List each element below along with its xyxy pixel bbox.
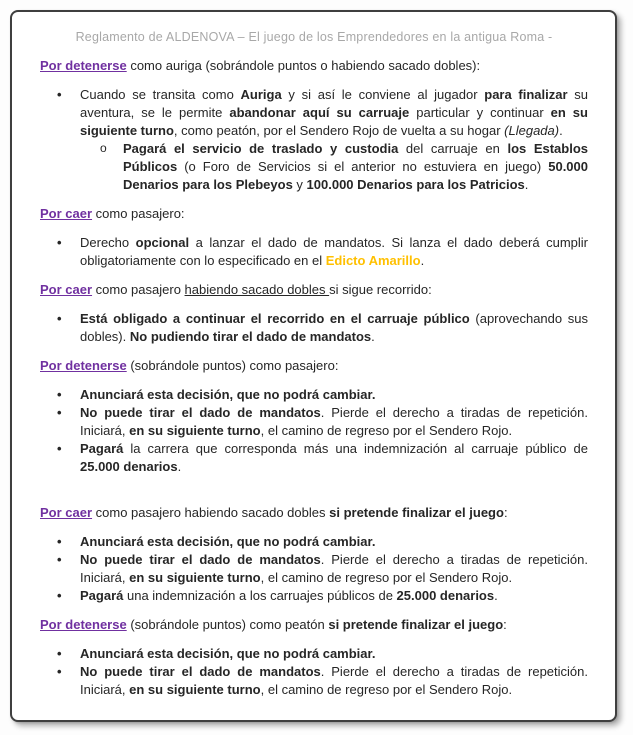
text-run: habiendo sacado dobles [184,282,330,297]
text-run: abandonar aquí su carruaje [229,105,410,120]
text-run: (aprovechando sus dobles). [80,311,589,344]
text-run: . Pierde el derecho a tiradas de repetición. Iniciará, [80,664,588,697]
list-item [40,310,588,346]
text-run: la carrera que corresponda más una indemnización al carruaje público de [123,441,588,456]
text-run: . Pierde el derecho a tiradas de repetición. Iniciará, [80,405,588,438]
text-run: su aventura, se le permite [80,87,588,120]
list-item [40,86,588,140]
text-run: Anunciará esta decisión, que no podrá cambiar. [80,534,376,549]
text-run: como pasajero [92,282,185,297]
text-run: 25.000 denarios [80,459,178,474]
text-run: No puede tirar el dado de mandatos [80,664,321,679]
text-run: , como peatón, por el Sendero Rojo de vuelta a su hogar [173,123,505,138]
text-run: una indemnización a los carruajes públicos de [123,588,397,603]
bullet-icon: • [57,588,62,603]
text-run: 50.000 Denarios para los Plebeyos [123,159,588,192]
list-item [40,440,588,476]
bullet-list [40,386,588,476]
text-run: y [292,177,307,192]
section-heading [40,616,588,634]
text-run: si sigue recorrido: [329,282,432,297]
text-run: (sobrándole puntos) como pasajero: [126,358,339,373]
text-run: (Llegada) [504,123,560,138]
section-heading [40,57,588,75]
text-run: si pretende finalizar el juego [329,505,504,520]
section-heading [40,504,588,522]
section-heading [40,205,588,223]
bullet-icon: • [57,534,62,549]
text-run: : [503,617,507,632]
bullet-icon: • [57,87,62,102]
text-run: . [524,177,529,192]
text-run: . [371,329,375,344]
bullet-list [40,234,588,270]
text-run: Edicto Amarillo [325,253,421,268]
text-run: opcional [135,235,190,250]
text-run: , el camino de regreso por el Sendero Rojo. [260,682,513,697]
list-item [40,404,588,440]
text-run: : [503,505,508,520]
list-item [40,663,588,699]
document-page [10,10,617,722]
bullet-icon: • [57,405,62,420]
list-item [40,551,588,587]
text-run: en su siguiente turno [80,105,588,138]
bullet-icon: • [57,441,62,456]
text-run: 25.000 denarios [396,588,495,603]
text-run: No puede tirar el dado de mandatos [80,405,321,420]
section-heading [40,281,588,299]
text-run: Anunciará esta decisión, que no podrá cambiar. [80,387,376,402]
bullet-list [40,86,588,194]
section-link-text: Por detenerse [40,617,127,632]
text-run: Derecho [80,235,136,250]
list-item [40,645,588,663]
text-run: , el camino de regreso por el Sendero Rojo. [260,570,513,585]
text-run: como auriga (sobrándole puntos o habiendo sacado dobles): [126,58,481,73]
list-item [40,587,588,605]
text-run: a lanzar el dado de mandatos. Si lanza el dado deberá cumplir obligatoriamente con lo especificado en el [80,235,588,268]
bullet-icon: • [57,311,62,326]
section-spacer [40,476,588,493]
text-run: para finalizar [484,87,568,102]
text-run: Está obligado a continuar el recorrido en el carruaje público [80,311,470,326]
bullet-list [40,645,588,699]
text-run: particular y continuar [409,105,551,120]
text-run: No puede tirar el dado de mandatos [80,552,321,567]
text-run: Pagará [80,588,124,603]
text-run: . [494,588,498,603]
text-run: y si así le conviene al jugador [281,87,485,102]
text-run: . [559,123,563,138]
text-run: (o Foro de Servicios si el anterior no estuviera en juego) [177,159,549,174]
bullet-list [40,310,588,346]
text-run: como pasajero: [92,206,185,221]
section-link-text: Por detenerse [40,358,127,373]
document-header: Reglamento de ALDENOVA – El juego de los Emprendedores en la antigua Roma - [75,30,553,44]
text-run: si pretende finalizar el juego [328,617,504,632]
section-link-text: Por caer [40,206,93,221]
text-run: en su siguiente turno [129,423,261,438]
text-run: No pudiendo tirar el dado de mandatos [129,329,372,344]
list-item [40,140,588,194]
bullet-icon: • [57,552,62,567]
text-run: 100.000 Denarios para los Patricios [306,177,525,192]
text-run: (sobrándole puntos) como peatón [126,617,329,632]
list-item [40,386,588,404]
section-link-text: Por caer [40,282,93,297]
list-item [40,234,588,270]
text-run: en su siguiente turno [129,682,261,697]
section-link-text: Por detenerse [40,58,127,73]
bullet-icon: • [57,235,62,250]
text-run: Pagará el servicio de traslado y custodia [123,141,399,156]
section-heading [40,357,588,375]
section-link-text: Por caer [40,505,93,520]
text-run: los Establos Públicos [123,141,589,174]
text-run: del carruaje en [398,141,508,156]
bullet-icon: • [57,387,62,402]
text-run: , el camino de regreso por el Sendero Rojo. [260,423,513,438]
bullet-icon: • [57,646,62,661]
text-run: Pagará [80,441,124,456]
bullet-icon: • [57,664,62,679]
bullet-list [40,533,588,605]
text-run: . [420,253,425,268]
circle-bullet-icon: o [100,141,107,155]
text-run: . [177,459,182,474]
text-run: en su siguiente turno [129,570,261,585]
text-run: . Pierde el derecho a tiradas de repetición. Iniciará, [80,552,588,585]
text-run: Auriga [240,87,282,102]
text-run: como pasajero habiendo sacado dobles [92,505,330,520]
text-run: Anunciará esta decisión, que no podrá cambiar. [80,646,376,661]
text-run: Cuando se transita como [80,87,241,102]
document-body [40,57,588,699]
list-item [40,533,588,551]
